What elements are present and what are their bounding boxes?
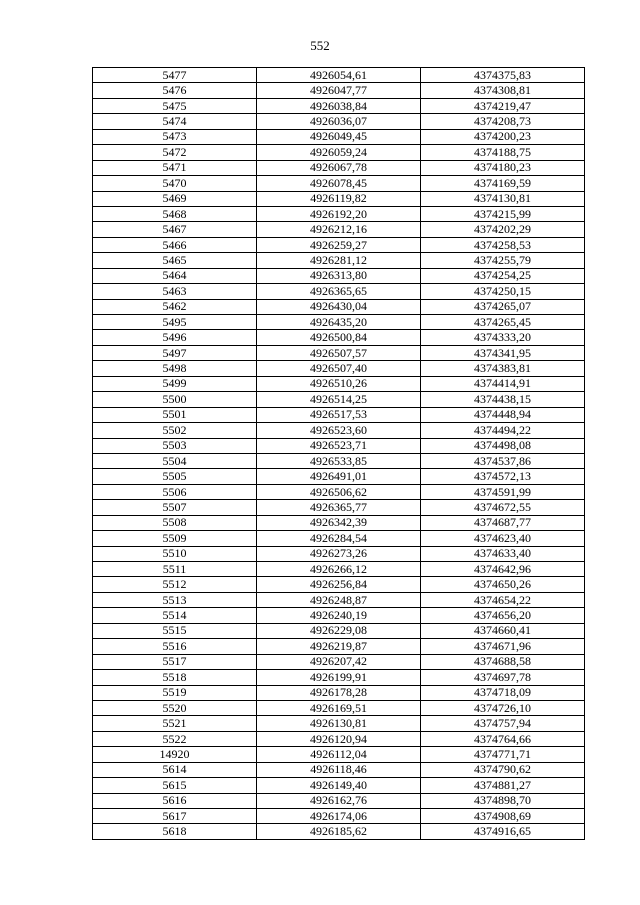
x-coordinate-cell: 4926169,51 bbox=[257, 700, 421, 715]
table-row bbox=[93, 500, 585, 515]
x-coordinate-cell: 4926038,84 bbox=[257, 98, 421, 113]
y-coordinate-cell: 4374265,07 bbox=[421, 299, 585, 314]
y-coordinate-cell: 4374650,26 bbox=[421, 577, 585, 592]
point-number-cell: 5471 bbox=[93, 160, 257, 175]
y-coordinate-cell: 4374916,65 bbox=[421, 824, 585, 839]
table-row bbox=[93, 206, 585, 221]
y-coordinate-cell: 4374383,81 bbox=[421, 361, 585, 376]
x-coordinate-cell: 4926517,53 bbox=[257, 407, 421, 422]
point-number-cell: 5477 bbox=[93, 68, 257, 83]
table-row bbox=[93, 592, 585, 607]
x-coordinate-cell: 4926523,71 bbox=[257, 438, 421, 453]
y-coordinate-cell: 4374258,53 bbox=[421, 237, 585, 252]
x-coordinate-cell: 4926435,20 bbox=[257, 315, 421, 330]
point-number-cell: 5513 bbox=[93, 592, 257, 607]
point-number-cell: 5476 bbox=[93, 83, 257, 98]
y-coordinate-cell: 4374688,58 bbox=[421, 654, 585, 669]
table-row bbox=[93, 716, 585, 731]
table-row bbox=[93, 145, 585, 160]
y-coordinate-cell: 4374771,71 bbox=[421, 747, 585, 762]
table-row bbox=[93, 562, 585, 577]
y-coordinate-cell: 4374341,95 bbox=[421, 345, 585, 360]
table-row bbox=[93, 376, 585, 391]
y-coordinate-cell: 4374591,99 bbox=[421, 484, 585, 499]
x-coordinate-cell: 4926523,60 bbox=[257, 423, 421, 438]
x-coordinate-cell: 4926281,12 bbox=[257, 253, 421, 268]
point-number-cell: 5518 bbox=[93, 670, 257, 685]
point-number-cell: 5501 bbox=[93, 407, 257, 422]
point-number-cell: 5519 bbox=[93, 685, 257, 700]
x-coordinate-cell: 4926185,62 bbox=[257, 824, 421, 839]
y-coordinate-cell: 4374764,66 bbox=[421, 731, 585, 746]
point-number-cell: 5616 bbox=[93, 793, 257, 808]
table-row bbox=[93, 423, 585, 438]
point-number-cell: 5511 bbox=[93, 562, 257, 577]
x-coordinate-cell: 4926119,82 bbox=[257, 191, 421, 206]
table-row bbox=[93, 284, 585, 299]
table-row bbox=[93, 361, 585, 376]
x-coordinate-cell: 4926199,91 bbox=[257, 670, 421, 685]
point-number-cell: 5463 bbox=[93, 284, 257, 299]
x-coordinate-cell: 4926248,87 bbox=[257, 592, 421, 607]
table-row bbox=[93, 670, 585, 685]
x-coordinate-cell: 4926514,25 bbox=[257, 392, 421, 407]
y-coordinate-cell: 4374498,08 bbox=[421, 438, 585, 453]
y-coordinate-cell: 4374414,91 bbox=[421, 376, 585, 391]
x-coordinate-cell: 4926430,04 bbox=[257, 299, 421, 314]
table-row bbox=[93, 129, 585, 144]
y-coordinate-cell: 4374726,10 bbox=[421, 700, 585, 715]
y-coordinate-cell: 4374656,20 bbox=[421, 608, 585, 623]
table-row bbox=[93, 268, 585, 283]
table-row bbox=[93, 747, 585, 762]
table-row bbox=[93, 98, 585, 113]
point-number-cell: 5514 bbox=[93, 608, 257, 623]
x-coordinate-cell: 4926507,40 bbox=[257, 361, 421, 376]
table-row bbox=[93, 407, 585, 422]
table-row bbox=[93, 68, 585, 83]
point-number-cell: 5472 bbox=[93, 145, 257, 160]
y-coordinate-cell: 4374219,47 bbox=[421, 98, 585, 113]
table-row bbox=[93, 160, 585, 175]
y-coordinate-cell: 4374881,27 bbox=[421, 778, 585, 793]
y-coordinate-cell: 4374623,40 bbox=[421, 531, 585, 546]
point-number-cell: 5473 bbox=[93, 129, 257, 144]
x-coordinate-cell: 4926533,85 bbox=[257, 453, 421, 468]
x-coordinate-cell: 4926365,65 bbox=[257, 284, 421, 299]
y-coordinate-cell: 4374208,73 bbox=[421, 114, 585, 129]
page-number: 552 bbox=[310, 38, 330, 53]
y-coordinate-cell: 4374718,09 bbox=[421, 685, 585, 700]
table-row bbox=[93, 253, 585, 268]
table-row bbox=[93, 83, 585, 98]
y-coordinate-cell: 4374790,62 bbox=[421, 762, 585, 777]
table-row bbox=[93, 222, 585, 237]
table-row bbox=[93, 700, 585, 715]
table-row bbox=[93, 546, 585, 561]
x-coordinate-cell: 4926054,61 bbox=[257, 68, 421, 83]
y-coordinate-cell: 4374672,55 bbox=[421, 500, 585, 515]
point-number-cell: 5618 bbox=[93, 824, 257, 839]
x-coordinate-cell: 4926313,80 bbox=[257, 268, 421, 283]
table-row bbox=[93, 762, 585, 777]
y-coordinate-cell: 4374333,20 bbox=[421, 330, 585, 345]
x-coordinate-cell: 4926174,06 bbox=[257, 809, 421, 824]
x-coordinate-cell: 4926229,08 bbox=[257, 623, 421, 638]
y-coordinate-cell: 4374438,15 bbox=[421, 392, 585, 407]
point-number-cell: 5498 bbox=[93, 361, 257, 376]
x-coordinate-cell: 4926207,42 bbox=[257, 654, 421, 669]
coordinates-table bbox=[92, 67, 585, 840]
point-number-cell: 5495 bbox=[93, 315, 257, 330]
point-number-cell: 5521 bbox=[93, 716, 257, 731]
x-coordinate-cell: 4926219,87 bbox=[257, 639, 421, 654]
x-coordinate-cell: 4926273,26 bbox=[257, 546, 421, 561]
point-number-cell: 5617 bbox=[93, 809, 257, 824]
point-number-cell: 5615 bbox=[93, 778, 257, 793]
table-row bbox=[93, 639, 585, 654]
table-row bbox=[93, 392, 585, 407]
table-row bbox=[93, 237, 585, 252]
x-coordinate-cell: 4926240,19 bbox=[257, 608, 421, 623]
point-number-cell: 5510 bbox=[93, 546, 257, 561]
table-row bbox=[93, 299, 585, 314]
point-number-cell: 5515 bbox=[93, 623, 257, 638]
x-coordinate-cell: 4926365,77 bbox=[257, 500, 421, 515]
point-number-cell: 5497 bbox=[93, 345, 257, 360]
point-number-cell: 5504 bbox=[93, 453, 257, 468]
y-coordinate-cell: 4374757,94 bbox=[421, 716, 585, 731]
table-row bbox=[93, 453, 585, 468]
point-number-cell: 5500 bbox=[93, 392, 257, 407]
x-coordinate-cell: 4926036,07 bbox=[257, 114, 421, 129]
table-row bbox=[93, 778, 585, 793]
y-coordinate-cell: 4374687,77 bbox=[421, 515, 585, 530]
table-row bbox=[93, 685, 585, 700]
y-coordinate-cell: 4374654,22 bbox=[421, 592, 585, 607]
y-coordinate-cell: 4374908,69 bbox=[421, 809, 585, 824]
y-coordinate-cell: 4374169,59 bbox=[421, 176, 585, 191]
x-coordinate-cell: 4926506,62 bbox=[257, 484, 421, 499]
table-row bbox=[93, 608, 585, 623]
x-coordinate-cell: 4926162,76 bbox=[257, 793, 421, 808]
table-row bbox=[93, 114, 585, 129]
table-row bbox=[93, 731, 585, 746]
point-number-cell: 5475 bbox=[93, 98, 257, 113]
x-coordinate-cell: 4926118,46 bbox=[257, 762, 421, 777]
x-coordinate-cell: 4926510,26 bbox=[257, 376, 421, 391]
point-number-cell: 5468 bbox=[93, 206, 257, 221]
point-number-cell: 5502 bbox=[93, 423, 257, 438]
table-row bbox=[93, 315, 585, 330]
x-coordinate-cell: 4926256,84 bbox=[257, 577, 421, 592]
x-coordinate-cell: 4926284,54 bbox=[257, 531, 421, 546]
table-row bbox=[93, 330, 585, 345]
y-coordinate-cell: 4374265,45 bbox=[421, 315, 585, 330]
point-number-cell: 5517 bbox=[93, 654, 257, 669]
y-coordinate-cell: 4374215,99 bbox=[421, 206, 585, 221]
point-number-cell: 5507 bbox=[93, 500, 257, 515]
point-number-cell: 5516 bbox=[93, 639, 257, 654]
y-coordinate-cell: 4374180,23 bbox=[421, 160, 585, 175]
point-number-cell: 5464 bbox=[93, 268, 257, 283]
point-number-cell: 5512 bbox=[93, 577, 257, 592]
x-coordinate-cell: 4926049,45 bbox=[257, 129, 421, 144]
y-coordinate-cell: 4374633,40 bbox=[421, 546, 585, 561]
x-coordinate-cell: 4926266,12 bbox=[257, 562, 421, 577]
table-row bbox=[93, 531, 585, 546]
point-number-cell: 5522 bbox=[93, 731, 257, 746]
point-number-cell: 5466 bbox=[93, 237, 257, 252]
point-number-cell: 5520 bbox=[93, 700, 257, 715]
y-coordinate-cell: 4374375,83 bbox=[421, 68, 585, 83]
point-number-cell: 5499 bbox=[93, 376, 257, 391]
x-coordinate-cell: 4926078,45 bbox=[257, 176, 421, 191]
y-coordinate-cell: 4374660,41 bbox=[421, 623, 585, 638]
point-number-cell: 5474 bbox=[93, 114, 257, 129]
point-number-cell: 5462 bbox=[93, 299, 257, 314]
y-coordinate-cell: 4374188,75 bbox=[421, 145, 585, 160]
point-number-cell: 14920 bbox=[93, 747, 257, 762]
x-coordinate-cell: 4926047,77 bbox=[257, 83, 421, 98]
x-coordinate-cell: 4926067,78 bbox=[257, 160, 421, 175]
x-coordinate-cell: 4926212,16 bbox=[257, 222, 421, 237]
x-coordinate-cell: 4926178,28 bbox=[257, 685, 421, 700]
x-coordinate-cell: 4926500,84 bbox=[257, 330, 421, 345]
x-coordinate-cell: 4926112,04 bbox=[257, 747, 421, 762]
y-coordinate-cell: 4374537,86 bbox=[421, 453, 585, 468]
point-number-cell: 5614 bbox=[93, 762, 257, 777]
table-row bbox=[93, 438, 585, 453]
y-coordinate-cell: 4374642,96 bbox=[421, 562, 585, 577]
table-row bbox=[93, 191, 585, 206]
x-coordinate-cell: 4926149,40 bbox=[257, 778, 421, 793]
table-row bbox=[93, 176, 585, 191]
x-coordinate-cell: 4926507,57 bbox=[257, 345, 421, 360]
point-number-cell: 5469 bbox=[93, 191, 257, 206]
x-coordinate-cell: 4926130,81 bbox=[257, 716, 421, 731]
y-coordinate-cell: 4374254,25 bbox=[421, 268, 585, 283]
y-coordinate-cell: 4374255,79 bbox=[421, 253, 585, 268]
y-coordinate-cell: 4374898,70 bbox=[421, 793, 585, 808]
x-coordinate-cell: 4926192,20 bbox=[257, 206, 421, 221]
table-row bbox=[93, 345, 585, 360]
y-coordinate-cell: 4374572,13 bbox=[421, 469, 585, 484]
table-row bbox=[93, 793, 585, 808]
x-coordinate-cell: 4926342,39 bbox=[257, 515, 421, 530]
table-row bbox=[93, 654, 585, 669]
point-number-cell: 5465 bbox=[93, 253, 257, 268]
point-number-cell: 5505 bbox=[93, 469, 257, 484]
y-coordinate-cell: 4374250,15 bbox=[421, 284, 585, 299]
point-number-cell: 5509 bbox=[93, 531, 257, 546]
point-number-cell: 5470 bbox=[93, 176, 257, 191]
y-coordinate-cell: 4374130,81 bbox=[421, 191, 585, 206]
point-number-cell: 5496 bbox=[93, 330, 257, 345]
table-row bbox=[93, 484, 585, 499]
point-number-cell: 5508 bbox=[93, 515, 257, 530]
point-number-cell: 5467 bbox=[93, 222, 257, 237]
table-row bbox=[93, 623, 585, 638]
x-coordinate-cell: 4926491,01 bbox=[257, 469, 421, 484]
y-coordinate-cell: 4374697,78 bbox=[421, 670, 585, 685]
table-row bbox=[93, 515, 585, 530]
x-coordinate-cell: 4926120,94 bbox=[257, 731, 421, 746]
table-row bbox=[93, 824, 585, 839]
coordinates-table-body bbox=[93, 68, 585, 840]
y-coordinate-cell: 4374671,96 bbox=[421, 639, 585, 654]
x-coordinate-cell: 4926059,24 bbox=[257, 145, 421, 160]
y-coordinate-cell: 4374448,94 bbox=[421, 407, 585, 422]
point-number-cell: 5506 bbox=[93, 484, 257, 499]
point-number-cell: 5503 bbox=[93, 438, 257, 453]
y-coordinate-cell: 4374308,81 bbox=[421, 83, 585, 98]
y-coordinate-cell: 4374202,29 bbox=[421, 222, 585, 237]
table-row bbox=[93, 577, 585, 592]
table-row bbox=[93, 809, 585, 824]
x-coordinate-cell: 4926259,27 bbox=[257, 237, 421, 252]
table-row bbox=[93, 469, 585, 484]
y-coordinate-cell: 4374494,22 bbox=[421, 423, 585, 438]
y-coordinate-cell: 4374200,23 bbox=[421, 129, 585, 144]
